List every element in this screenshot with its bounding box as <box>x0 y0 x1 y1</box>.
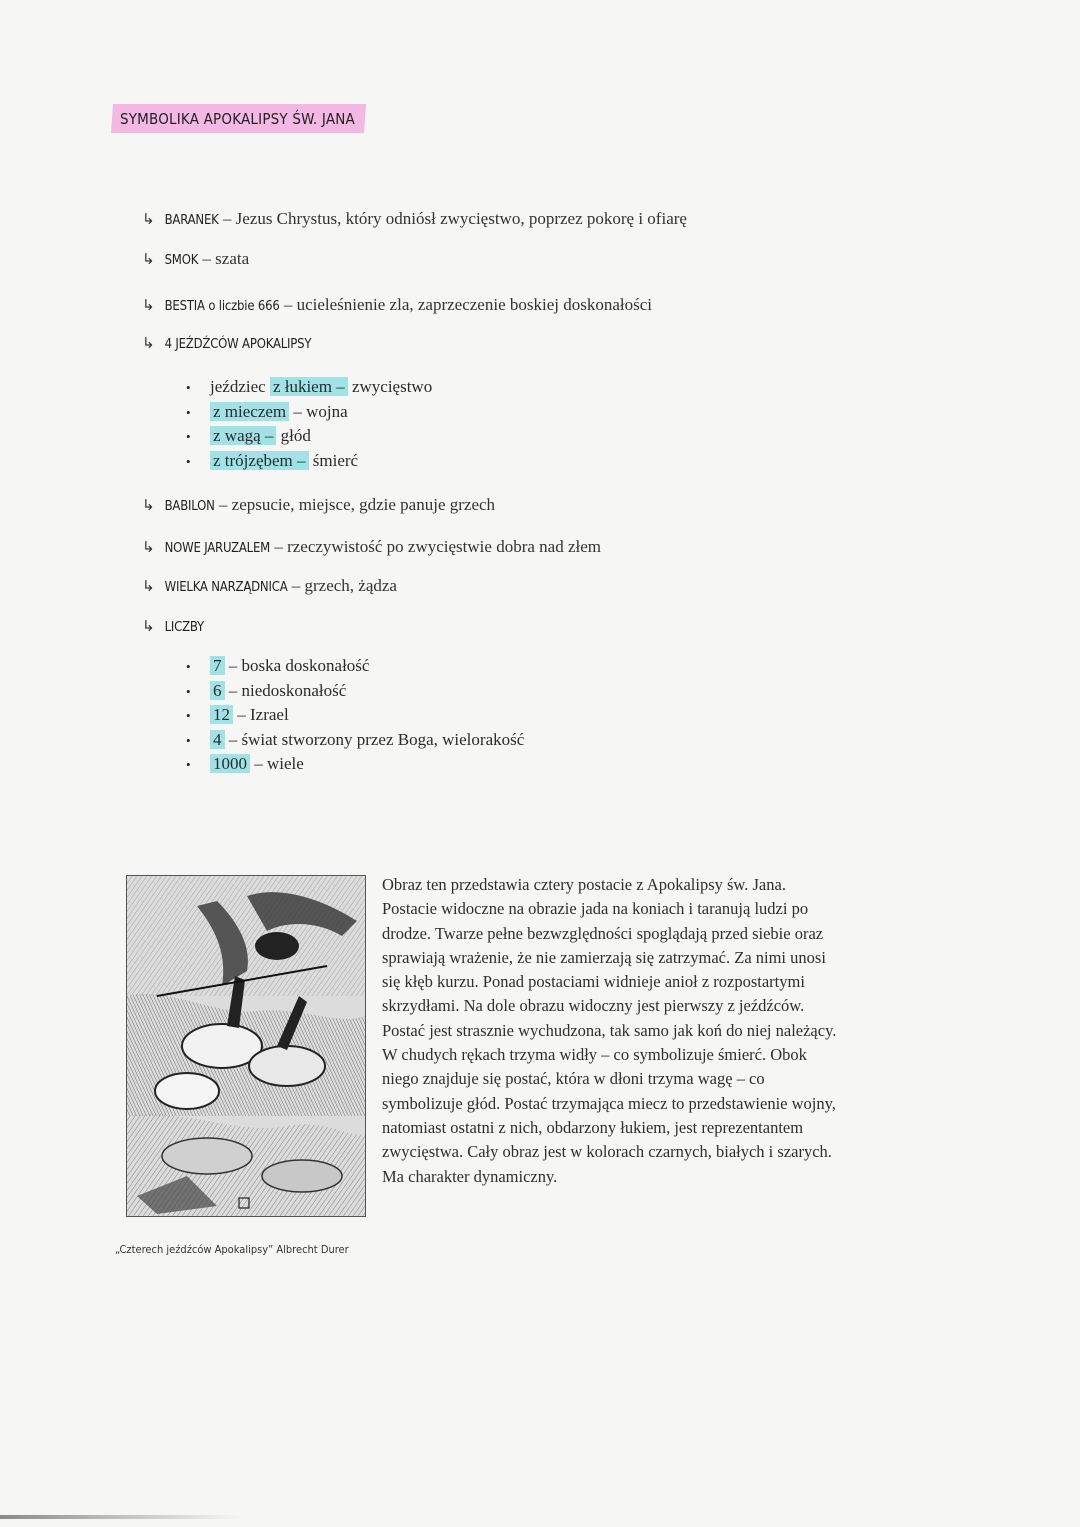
artwork-description <box>382 873 942 1189</box>
symbol-entry-jeruzalem <box>142 536 601 560</box>
engraving-illustration <box>127 876 365 1216</box>
arrow-icon: ↳ <box>142 577 155 595</box>
symbol-description: – Jezus Chrystus, który odniósł zwycięstwo, poprzez pokorę i ofiarę <box>218 209 687 228</box>
list-item: • 7 – boska doskonałość <box>186 654 524 679</box>
bullet-icon: • <box>186 453 191 469</box>
paragraph-line: niego znajduje się postać, która w dłoni trzyma wagę – co <box>382 1069 765 1089</box>
highlighted-text: 4 <box>210 730 225 749</box>
arrow-icon: ↳ <box>142 334 155 352</box>
list-item: • 1000 – wiele <box>186 752 524 777</box>
list-item: • 4 – świat stworzony przez Boga, wielorakość <box>186 728 524 753</box>
bullet-icon: • <box>186 659 191 674</box>
paragraph-line: natomiast ostatni z nich, obdarzony łukiem, jest reprezentantem <box>382 1117 804 1137</box>
list-item: • jeździec z łukiem – zwycięstwo <box>186 375 432 400</box>
symbol-description: – grzech, żądza <box>287 576 397 595</box>
symbol-term: BESTIA o liczbie 666 <box>164 299 280 314</box>
symbol-entry-baranek <box>142 208 687 232</box>
arrow-icon: ↳ <box>142 210 155 228</box>
paragraph-line: Postać jest strasznie wychudzona, tak samo jak koń do niej należący. <box>382 1020 837 1040</box>
symbol-term: BABILON <box>164 499 215 514</box>
paragraph-line: skrzydłami. Na dole obrazu widoczny jest pierwszy z jeźdźców. <box>382 996 805 1016</box>
symbol-term: BARANEK <box>164 213 219 228</box>
paragraph-line: Ma charakter dynamiczny. <box>382 1166 558 1186</box>
horsemen-list <box>186 375 432 473</box>
symbol-term: NOWE JARUZALEM <box>164 541 271 556</box>
symbol-entry-babilon <box>142 494 495 518</box>
paragraph-line: drodze. Twarze pełne bezwzględności spoglądają przed siebie oraz <box>382 923 824 943</box>
bullet-icon: • <box>186 708 191 723</box>
list-item: • z trójzębem – śmierć <box>186 449 432 474</box>
list-item: • 6 – niedoskonałość <box>186 679 524 704</box>
scan-edge-shadow <box>0 1515 240 1519</box>
highlighted-text: z trójzębem – <box>210 451 309 470</box>
paragraph-line: się kłęb kurzu. Ponad postaciami widnieje anioł z rozpostartymi <box>382 972 805 992</box>
bullet-icon: • <box>186 404 191 420</box>
durer-engraving-image <box>126 875 366 1217</box>
symbol-term: 4 JEŹDŹCÓW APOKALIPSY <box>164 337 312 352</box>
bullet-icon: • <box>186 429 191 444</box>
paragraph-line: Obraz ten przedstawia cztery postacie z Apokalipsy św. Jana. <box>382 875 786 894</box>
symbol-entry-jezdzcy <box>142 332 311 356</box>
page-title: SYMBOLIKA APOKALIPSY ŚW. JANA <box>111 104 366 133</box>
symbol-description: – ucieleśnienie zla, zaprzeczenie boskiej doskonałości <box>279 295 652 314</box>
highlighted-text: 12 <box>210 705 233 724</box>
bullet-icon: • <box>186 683 191 699</box>
highlighted-text: z łukiem – <box>270 377 348 396</box>
arrow-icon: ↳ <box>142 496 155 514</box>
paragraph-line: symbolizuje głód. Postać trzymająca miecz to przedstawienie wojny, <box>382 1093 836 1113</box>
numbers-list <box>186 654 524 777</box>
symbol-entry-smok <box>142 248 249 272</box>
list-item: • z mieczem – wojna <box>186 400 432 425</box>
list-item: • 12 – Izrael <box>186 703 524 728</box>
highlighted-text: 1000 <box>210 754 250 773</box>
symbol-term: WIELKA NARZĄDNICA <box>164 580 288 595</box>
symbol-description: – rzeczywistość po zwycięstwie dobra nad złem <box>270 537 601 556</box>
arrow-icon: ↳ <box>142 250 155 268</box>
symbol-term: SMOK <box>164 253 199 268</box>
symbol-term: LICZBY <box>164 620 204 635</box>
list-item: • z wagą – głód <box>186 424 432 449</box>
arrow-icon: ↳ <box>142 296 155 314</box>
paragraph-line: Postacie widoczne na obrazie jada na koniach i taranują ludzi po <box>382 899 809 919</box>
symbol-entry-nierzadnica <box>142 575 397 599</box>
arrow-icon: ↳ <box>142 538 155 556</box>
symbol-entry-bestia <box>142 294 652 318</box>
paragraph-line: sprawiają wrażenie, że nie zamierzają się zatrzymać. Za nimi unosi <box>382 947 826 967</box>
paragraph-line: W chudych rękach trzyma widły – co symbolizuje śmierć. Obok <box>382 1045 807 1065</box>
highlighted-text: z mieczem <box>210 402 289 421</box>
bullet-icon: • <box>186 732 191 748</box>
paragraph-line: zwycięstwa. Cały obraz jest w kolorach czarnych, białych i szarych. <box>382 1142 832 1162</box>
artwork-caption: „Czterech jeźdźców Apokalipsy” Albrecht Durer <box>115 1243 349 1256</box>
highlighted-text: 6 <box>210 681 225 700</box>
highlighted-text: 7 <box>210 656 225 675</box>
symbol-description: – zepsucie, miejsce, gdzie panuje grzech <box>214 495 496 514</box>
symbol-description: – szata <box>198 249 250 268</box>
bullet-icon: • <box>186 380 191 395</box>
highlighted-text: z wagą – <box>210 426 276 445</box>
symbol-entry-liczby <box>142 615 204 639</box>
bullet-icon: • <box>186 757 191 772</box>
arrow-icon: ↳ <box>142 617 155 635</box>
